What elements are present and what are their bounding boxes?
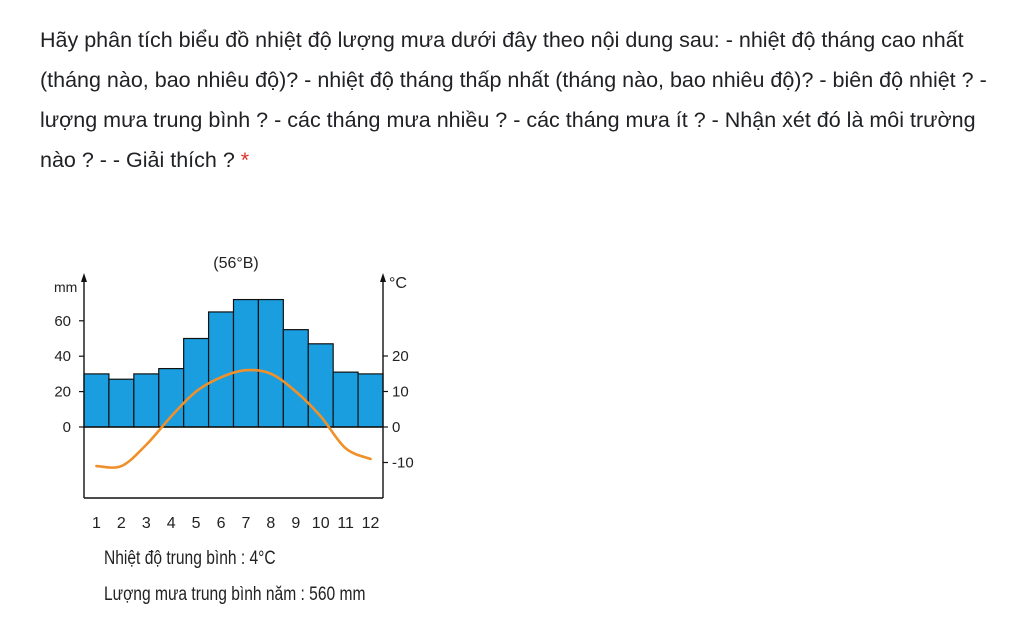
rain-bar-1 [84, 374, 109, 427]
chart-title: (56°B) [213, 255, 259, 272]
rain-axis-arrow [81, 273, 87, 282]
rain-bar-11 [333, 372, 358, 427]
month-label-1: 1 [92, 515, 101, 532]
month-label-11: 11 [337, 515, 354, 532]
month-label-6: 6 [216, 515, 226, 532]
month-label-4: 4 [166, 515, 176, 532]
rain-bar-7 [234, 300, 259, 427]
month-label-12: 12 [361, 515, 380, 532]
rain-tick-label: 60 [54, 312, 71, 330]
rain-bar-6 [209, 312, 234, 427]
temp-axis-arrow [380, 273, 386, 282]
month-label-9: 9 [291, 515, 301, 532]
rain-bar-3 [134, 374, 159, 427]
rain-bar-8 [258, 300, 283, 427]
temp-unit-label: °C [389, 275, 407, 292]
caption-average-temperature: Nhiệt độ trung bình : 4°C [104, 548, 276, 569]
temp-tick-label: 0 [392, 419, 401, 436]
rain-bar-5 [184, 339, 209, 428]
rain-tick-label: 0 [62, 419, 71, 436]
question-body: Hãy phân tích biểu đồ nhiệt độ lượng mưa dưới đây theo nội dung sau: - nhiệt độ tháng cao nhất (tháng nào, bao nhiêu độ)? - nhiệt độ tháng thấp nhất (tháng nào, bao nhiêu độ)? - biên độ nhiệt ? - lượng mưa trung bình ? - các tháng mưa nhiều ? - các tháng mưa ít ? - Nhận xét đó là môi trường nào ? - - Giải thích ? [40, 28, 987, 172]
temp-tick-label: 10 [392, 383, 409, 401]
rain-bar-2 [109, 379, 134, 427]
month-label-10: 10 [311, 515, 330, 532]
temp-tick-label: -10 [392, 454, 414, 472]
month-label-2: 2 [116, 515, 126, 532]
month-label-7: 7 [241, 515, 251, 532]
rain-tick-label: 40 [54, 348, 71, 366]
caption-annual-rainfall: Lượng mưa trung bình năm : 560 mm [104, 584, 366, 605]
required-asterisk: * [240, 148, 250, 172]
rain-bar-12 [358, 374, 383, 427]
temp-tick-label: 20 [392, 348, 409, 365]
month-label-8: 8 [266, 515, 276, 532]
month-label-5: 5 [191, 515, 201, 532]
rain-unit-label: mm [54, 279, 78, 295]
rain-tick-label: 20 [54, 383, 71, 401]
rain-bar-9 [283, 330, 308, 427]
month-label-3: 3 [141, 515, 151, 532]
